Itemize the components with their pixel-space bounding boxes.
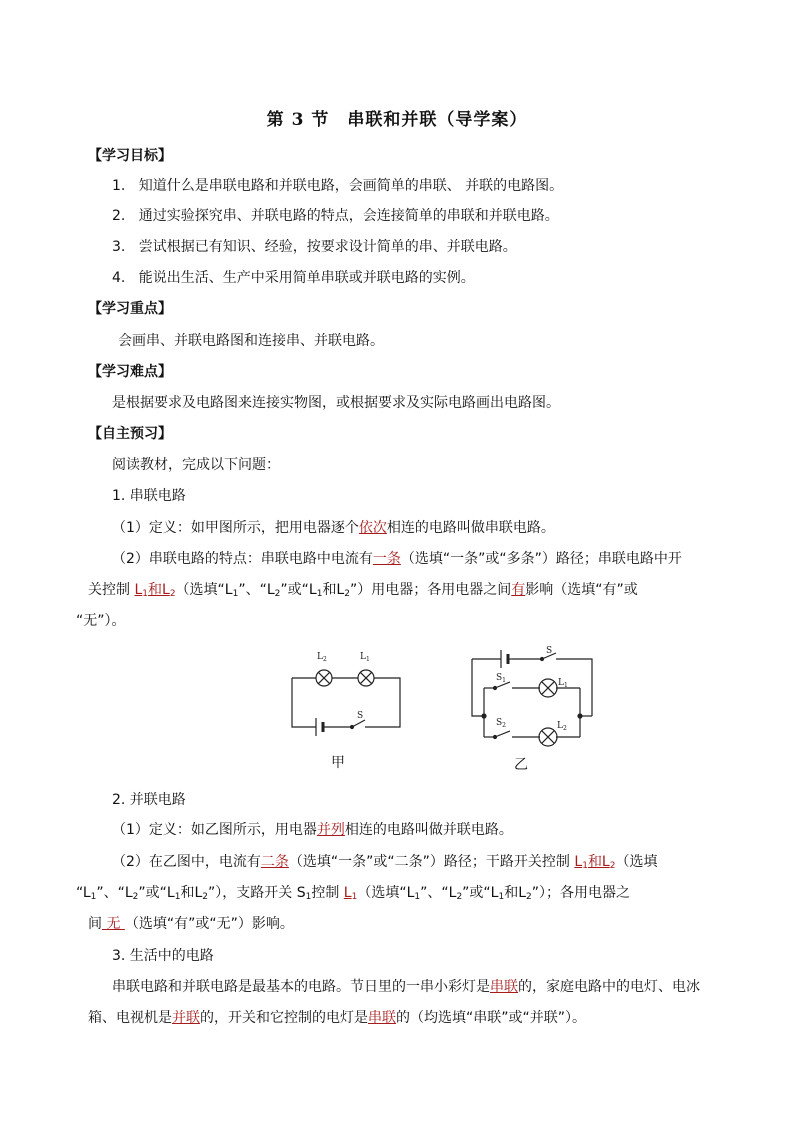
goal-item-3 [112,237,517,257]
answer: 一条 [372,551,401,567]
text-run: （选填“$L_1$”、“$L_2$”或“$L_1$和$L_2$”）用电器；各用电器之间 [175,582,512,599]
goal-item-1 [112,176,563,196]
text-run: （1）定义：如乙图所示，用电器 [112,822,317,838]
difficulty-text: 是根据要求及电路图来连接实物图，或根据要求及实际电路画出电路图。 [112,395,560,411]
text-run: （选填“有”或“无”）影响。 [124,916,294,932]
caption-yi: 乙 [514,757,528,773]
text-run: （选填“一条”或“二条”）路径；干路开关控制 [288,854,575,870]
answer: 串联 [490,979,518,995]
text-run: 相连的电路叫做并联电路。 [344,822,513,838]
text-run: 的，家庭电路中的电灯、电冰 [518,979,700,995]
preview-intro: 阅读教材，完成以下问题： [112,457,280,473]
series-circuit [292,670,400,736]
life-circuit-title: 3. 生活中的电路 [112,948,214,964]
label-s: S [357,711,364,721]
text-run: 间 [88,916,102,932]
series-features-line1 [112,549,682,569]
answer: 无 [102,916,125,932]
parallel-features-line2 [76,883,630,903]
goal-item-4 [112,268,475,288]
parallel-features-line1 [112,852,657,872]
text-run: 相连的电路叫做串联电路。 [386,520,555,536]
parallel-circuit [472,650,592,746]
circuit-diagrams [280,645,610,775]
goal-num: 3. [112,239,126,255]
goal-text: 能说出生活、生产中采用简单串联或并联电路的实例。 [138,270,475,286]
goal-item-2 [112,206,559,226]
difficulty-heading: 【学习难点】 [88,364,172,380]
parallel-definition [112,820,513,840]
goal-text: 知道什么是串联电路和并联电路，会画简单的串联、 并联的电路图。 [138,178,564,194]
series-definition [112,518,555,538]
label-l1: $L_1$ [360,652,370,663]
goal-num: 1. [112,178,126,194]
goal-text: 尝试根据已有知识、经验，按要求设计简单的串、并联电路。 [138,239,517,255]
label-l1-branch: $L_1$ [558,678,568,689]
caption-jia: 甲 [331,755,345,771]
preview-heading: 【自主预习】 [88,426,172,442]
goal-text: 通过实验探究串、并联电路的特点，会连接简单的串联和并联电路。 [138,208,559,224]
text-run: 的，开关和它控制的电灯是 [200,1010,368,1026]
series-features-line2 [88,580,638,600]
answer: 串联 [368,1010,396,1026]
switch-blade [352,720,365,727]
answer: $L_1$和$L_2$ [134,582,176,599]
text-run: （选填“一条”或“多条”）路径；串联电路中开 [400,551,682,567]
label-l2-branch: $L_2$ [557,721,567,732]
text-run: 关控制 [88,582,135,598]
answer: 有 [511,582,526,598]
text-run: （2）串联电路的特点：串联电路中电流有 [112,551,373,567]
goal-num: 2. [112,208,126,224]
page-title: 第 3 节 串联和并联（导学案） [266,110,528,130]
keypoints-heading: 【学习重点】 [88,301,172,317]
text-run: （1）定义：如甲图所示，把用电器逐个 [112,520,359,536]
label-l2: $L_2$ [317,652,327,663]
goals-heading: 【学习目标】 [88,148,172,164]
label-s2: $S_2$ [496,718,506,729]
label-s1: $S_1$ [496,673,506,684]
life-circuit-line1 [112,977,700,997]
parallel-circuit-title: 2. 并联电路 [112,792,186,808]
answer: 依次 [358,520,387,536]
life-circuit-line2 [88,1008,586,1028]
goal-num: 4. [112,270,126,286]
text-run: （选填“$L_1$”、“$L_2$”或“$L_1$和$L_2$”）；各用电器之 [357,885,631,902]
text-run: （选填 [615,854,658,870]
answer: $L_1$ [343,885,358,902]
text-run: “$L_1$”、“$L_2$”或“$L_1$和$L_2$”），支路开关 $S_1$控制 [76,885,344,902]
text-run: 的（均选填“串联”或“并联”）。 [396,1010,587,1026]
text-run: （2）在乙图中，电流有 [112,854,261,870]
text-run: 箱、电视机是 [88,1010,172,1026]
answer: 二条 [260,854,289,870]
text-run: 影响（选填“有”或 [525,582,638,598]
series-features-line3: “无”）。 [76,613,126,629]
answer: 并联 [172,1010,200,1026]
keypoints-text: 会画串、并联电路图和连接串、并联电路。 [118,333,384,349]
answer: $L_1$和$L_2$ [574,854,616,871]
label-s-main: S [546,646,553,656]
answer: 并列 [316,822,345,838]
parallel-features-line3 [88,914,294,934]
series-circuit-title: 1. 串联电路 [112,488,186,504]
text-run: 串联电路和并联电路是最基本的电路。节日里的一串小彩灯是 [112,979,490,995]
